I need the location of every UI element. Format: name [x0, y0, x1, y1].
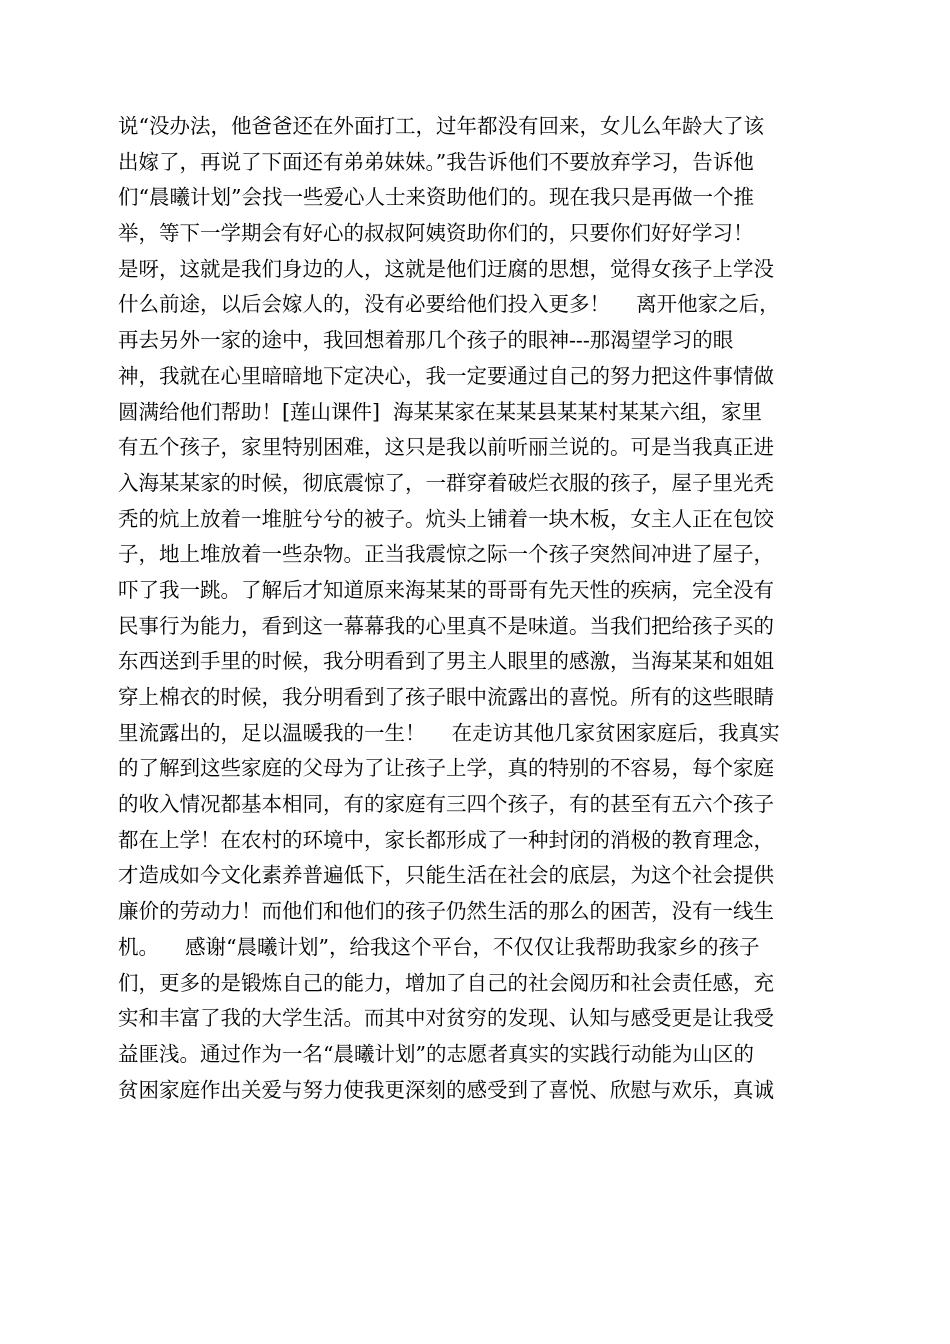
text-line: 东西送到手里的时候，我分明看到了男主人眼里的感激，当海某某和姐姐 — [118, 649, 774, 674]
text-line: 吓了我一跳。了解后才知道原来海某某的哥哥有先天性的疾病，完全没有 — [118, 577, 774, 602]
text-line: 神，我就在心里暗暗地下定决心，我一定要通过自己的努力把这件事情做 — [118, 363, 774, 388]
text-line: 的了解到这些家庭的父母为了让孩子上学，真的特别的不容易，每个家庭 — [118, 756, 774, 781]
text-line: 是呀，这就是我们身边的人，这就是他们迂腐的思想，觉得女孩子上学没 — [118, 256, 774, 281]
text-line: 有五个孩子，家里特别困难，这只是我以前听丽兰说的。可是当我真正进 — [118, 435, 774, 460]
text-line: 举，等下一学期会有好心的叔叔阿姨资助你们的，只要你们好好学习！ — [118, 221, 754, 246]
body-text — [118, 109, 838, 1108]
text-line: 秃的炕上放着一堆脏兮兮的被子。炕头上铺着一块木板，女主人正在包饺 — [118, 506, 774, 531]
text-line: 说“没办法，他爸爸还在外面打工，过年都没有回来，女儿么年龄大了该 — [118, 114, 764, 138]
text-line: 再去另外一家的途中，我回想着那几个孩子的眼神---那渴望学习的眼 — [118, 328, 734, 353]
text-line: 出嫁了，再说了下面还有弟弟妹妹。”我告诉他们不要放弃学习，告诉他 — [118, 149, 754, 174]
text-line: 机。 感谢“晨曦计划”，给我这个平台，不仅仅让我帮助我家乡的孩子 — [118, 934, 760, 959]
text-line: 穿上棉衣的时候，我分明看到了孩子眼中流露出的喜悦。所有的这些眼睛 — [118, 685, 774, 709]
text-line: 们，更多的是锻炼自己的能力，增加了自己的社会阅历和社会责任感，充 — [118, 970, 774, 995]
text-line: 益匪浅。通过作为一名“晨曦计划”的志愿者真实的实践行动能为山区的 — [118, 1041, 754, 1066]
text-line: 的收入情况都基本相同，有的家庭有三四个孩子，有的甚至有五六个孩子 — [118, 792, 774, 817]
text-line: 廉价的劳动力！而他们和他们的孩子仍然生活的那么的困苦，没有一线生 — [118, 899, 774, 924]
text-line: 入海某某家的时候，彻底震惊了，一群穿着破烂衣服的孩子，屋子里光秃 — [118, 470, 774, 495]
text-line: 们“晨曦计划”会找一些爱心人士来资助他们的。现在我只是再做一个推 — [118, 185, 754, 210]
text-line: 才造成如今文化素养普遍低下，只能生活在社会的底层，为这个社会提供 — [118, 863, 774, 888]
text-line: 里流露出的，足以温暖我的一生！ 在走访其他几家贫困家庭后，我真实 — [118, 720, 780, 745]
text-line: 圆满给他们帮助！[莲山课件] 海某某家在某某县某某村某某六组，家里 — [118, 399, 763, 424]
text-line: 实和丰富了我的大学生活。而其中对贫穷的发现、认知与感受更是让我受 — [118, 1006, 774, 1031]
text-line: 民事行为能力，看到这一幕幕我的心里真不是味道。当我们把给孩子买的 — [118, 613, 774, 638]
text-line: 子，地上堆放着一些杂物。正当我震惊之际一个孩子突然间冲进了屋子， — [118, 542, 774, 567]
text-line: 都在上学！在农村的环境中，家长都形成了一种封闭的消极的教育理念， — [118, 827, 774, 852]
text-line: 什么前途，以后会嫁人的，没有必要给他们投入更多！ 离开他家之后， — [118, 292, 780, 317]
text-line: 贫困家庭作出关爱与努力使我更深刻的感受到了喜悦、欣慰与欢乐，真诚 — [118, 1077, 774, 1102]
